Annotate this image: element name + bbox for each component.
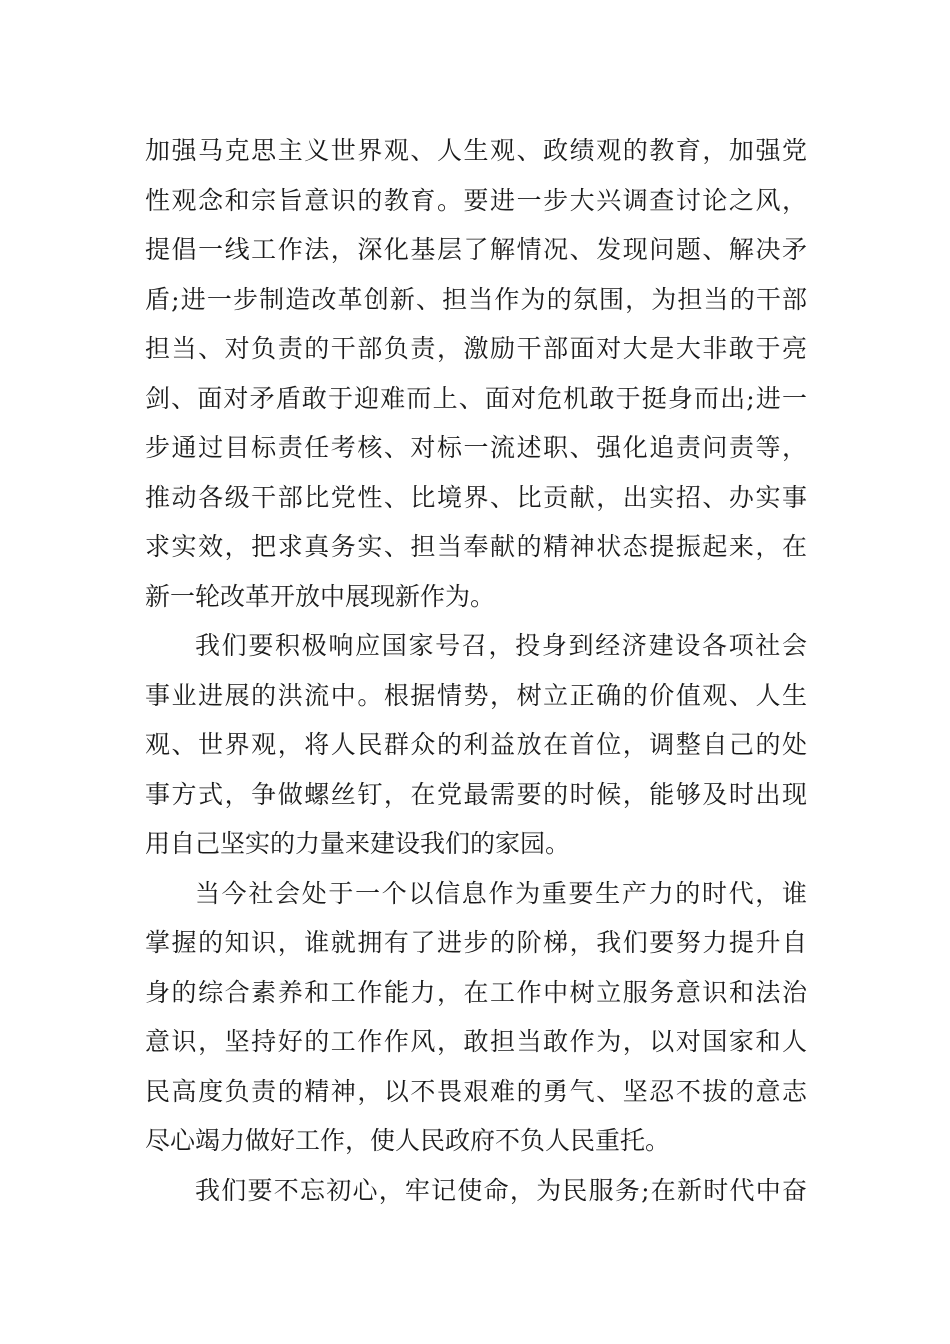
text-line: 提倡一线工作法，深化基层了解情况、发现问题、解决矛: [145, 235, 807, 264]
body-text: [145, 126, 807, 1215]
text-line: 剑、面对矛盾敢于迎难而上、面对危机敢于挺身而出;进一: [145, 383, 807, 413]
text-line: 意识，坚持好的工作作风，敢担当敢作为，以对国家和人: [145, 1027, 807, 1056]
text-line: 加强马克思主义世界观、人生观、政绩观的教育，加强党: [145, 136, 807, 165]
text-line: 民高度负责的精神，以不畏艰难的勇气、坚忍不拔的意志: [145, 1076, 807, 1106]
text-line: 我们要不忘初心，牢记使命，为民服务;在新时代中奋: [195, 1175, 807, 1205]
text-line: 担当、对负责的干部负责，激励干部面对大是大非敢于亮: [145, 334, 807, 363]
text-line: 掌握的知识，谁就拥有了进步的阶梯，我们要努力提升自: [145, 928, 807, 957]
text-line: 当今社会处于一个以信息作为重要生产力的时代，谁: [195, 878, 807, 908]
text-line: 步通过目标责任考核、对标一流述职、强化追责问责等，: [145, 433, 807, 462]
text-line: 性观念和宗旨意识的教育。要进一步大兴调查讨论之风，: [145, 185, 807, 215]
text-line: 观、世界观，将人民群众的利益放在首位，调整自己的处: [145, 730, 807, 759]
text-line: 盾;进一步制造改革创新、担当作为的氛围，为担当的干部: [145, 284, 807, 314]
text-line: 事业进展的洪流中。根据情势，树立正确的价值观、人生: [145, 680, 807, 710]
text-line: 尽心竭力做好工作，使人民政府不负人民重托。: [145, 1126, 671, 1155]
text-line: 用自己坚实的力量来建设我们的家园。: [145, 829, 571, 858]
text-line: 我们要积极响应国家号召，投身到经济建设各项社会: [195, 631, 807, 660]
text-line: 事方式，争做螺丝钉，在党最需要的时候，能够及时出现: [145, 779, 807, 809]
text-line: 求实效，把求真务实、担当奉献的精神状态提振起来，在: [145, 532, 807, 561]
text-line: 推动各级干部比党性、比境界、比贡献，出实招、办实事: [145, 482, 807, 512]
text-line: 新一轮改革开放中展现新作为。: [145, 581, 496, 611]
text-line: 身的综合素养和工作能力，在工作中树立服务意识和法治: [145, 977, 807, 1007]
